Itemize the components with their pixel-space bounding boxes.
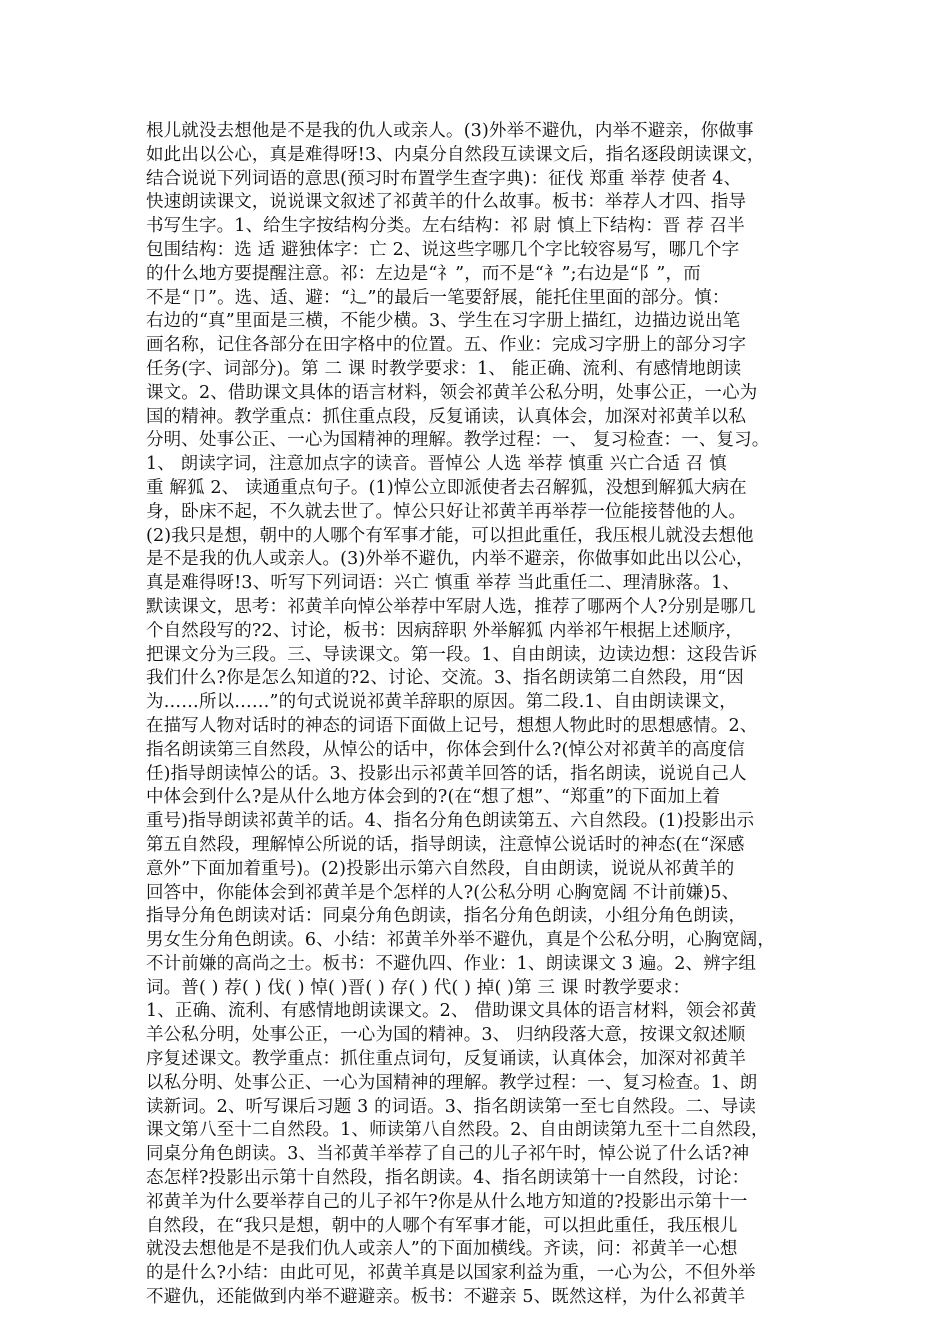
text-line: 读新词。2、听写课后习题 3 的词语。3、指名朗读第一至七自然段。二、导读: [146, 1096, 757, 1117]
text-line: 如此出以公心，真是难得呀!3、内桌分自然段互读课文后，指名逐段朗读课文，: [146, 144, 765, 165]
text-line: 不是“卩”。选、适、避：“辶”的最后一笔要舒展，能托住里面的部分。慎：: [146, 287, 730, 308]
text-line: (2)我只是想，朝中的人哪个有军事才能，可以担此重任，我压根儿就没去想他: [146, 525, 754, 546]
text-line: 不避仇，还能做到内举不避避亲。板书：不避亲 5、既然这样，为什么祁黄羊: [146, 1287, 746, 1308]
text-line: 态怎样?投影出示第十自然段，指名朗读。4、指名朗读第十一自然段，讨论：: [146, 1168, 750, 1189]
text-line: 身，卧床不起，不久就去世了。悼公只好让祁黄羊再举荐一位能接替他的人。: [146, 501, 747, 522]
text-line: 课文第八至十二自然段。1、师读第八自然段。2、自由朗读第九至十二自然段，: [146, 1120, 769, 1141]
text-line: 个自然段写的?2、讨论，板书：因病辞职 外举解狐 内举祁午根据上述顺序，: [146, 620, 744, 641]
text-line: 的什么地方要提醒注意。祁：左边是“礻”，而不是“衤”;右边是“阝”，而: [146, 263, 701, 284]
text-line: 指导分角色朗读对话：同桌分角色朗读，指名分角色朗读，小组分角色朗读，: [146, 906, 747, 927]
text-line: 在描写人物对话时的神态的词语下面做上记号，想想人物此时的思想感情。2、: [146, 715, 758, 736]
text-line: 任务(字、词部分)。第 二 课 时教学要求：1、 能正确、流利、有感情地朗读: [146, 358, 742, 379]
text-line: 重号)指导朗读祁黄羊的话。4、指名分角色朗读第五、六自然段。(1)投影出示: [146, 811, 755, 832]
text-line: 序复述课文。教学重点：抓住重点词句，反复诵读，认真体会，加深对祁黄羊: [146, 1049, 747, 1070]
text-line: 意外”下面加着重号)。(2)投影出示第六自然段，自由朗读，说说从祁黄羊的: [146, 858, 735, 879]
text-line: 分明、处事公正、一心为国精神的理解。教学过程：一、 复习检查：一、复习。: [146, 430, 770, 451]
text-line: 真是难得呀!3、听写下列词语：兴亡 慎重 举荐 当此重任二、理清脉落。1、: [146, 573, 741, 594]
text-line: 包围结构：选 适 避独体字：亡 2、说这些字哪几个字比较容易写，哪几个字: [146, 239, 740, 260]
text-line: 的是什么?小结：由此可见，祁黄羊真是以国家利益为重，一心为公，不但外举: [146, 1263, 756, 1284]
text-line: 不计前嫌的高尚之士。板书：不避仇四、作业：1、朗读课文 3 遍。2、辨字组: [146, 953, 757, 974]
text-line: 结合说说下列词语的意思(预习时布置学生查字典)：征伐 郑重 举荐 使者 4、: [146, 168, 742, 189]
text-line: 快速朗读课文，说说课文叙述了祁黄羊的什么故事。板书：举荐人才四、指导: [146, 192, 747, 213]
text-line: 第五自然段，理解悼公所说的话，指导朗读，注意悼公说话时的神态(在“深感: [146, 834, 745, 855]
text-line: 重 解狐 2、 读通重点句子。(1)悼公立即派使者去召解狐，没想到解狐大病在: [146, 477, 747, 498]
text-line: 我们什么?你是怎么知道的?2、讨论、交流。3、指名朗读第二自然段，用“因: [146, 668, 744, 689]
text-line: 课文。2、借助课文具体的语言材料，领会祁黄羊公私分明，处事公正，一心为: [146, 382, 758, 403]
text-line: 回答中，你能体会到祁黄羊是个怎样的人?(公私分明 心胸宽阔 不计前嫌)5、: [146, 882, 740, 903]
text-line: 1、正确、流利、有感情地朗读课文。2、 借助课文具体的语言材料，领会祁黄: [146, 1001, 757, 1022]
text-line: 1、 朗读字词，注意加点字的读音。晋悼公 人选 举荐 慎重 兴亡合适 召 慎: [146, 454, 727, 475]
text-line: 羊公私分明，处事公正，一心为国的精神。3、 归纳段落大意，按课文叙述顺: [146, 1025, 746, 1046]
text-line: 就没去想他是不是我们仇人或亲人”的下面加横线。齐读，问：祁黄羊一心想: [146, 1239, 738, 1260]
text-line: 任)指导朗读悼公的话。3、投影出示祁黄羊回答的话，指名朗读，说说自己人: [146, 763, 747, 784]
text-line: 指名朗读第三自然段，从悼公的话中，你体会到什么?(悼公对祁黄羊的高度信: [146, 739, 745, 760]
text-line: 国的精神。教学重点：抓住重点段，反复诵读，认真体会，加深对祁黄羊以私: [146, 406, 747, 427]
text-line: 以私分明、处事公正、一心为国精神的理解。教学过程：一、复习检查。1、朗: [146, 1072, 758, 1093]
text-line: 把课文分为三段。三、导读课文。第一段。1、自由朗读，边读边想：这段告诉: [146, 644, 758, 665]
text-line: 中体会到什么?是从什么地方体会到的?(在“想了想”、“郑重”的下面加上着: [146, 787, 721, 808]
text-line: 自然段，在“我只是想，朝中的人哪个有军事才能，可以担此重任，我压根儿: [146, 1215, 738, 1236]
text-line: 祁黄羊为什么要举荐自己的儿子祁午?你是从什么地方知道的?投影出示第十一: [146, 1191, 748, 1212]
text-line: 男女生分角色朗读。6、小结：祁黄羊外举不避仇，真是个公私分明，心胸宽阔，: [146, 930, 776, 951]
text-line: 同桌分角色朗读。3、当祁黄羊举荐了自己的儿子祁午时，悼公说了什么话?神: [146, 1144, 750, 1165]
text-line: 画名称，记住各部分在田字格中的位置。五、作业：完成习字册上的部分习字: [146, 335, 747, 356]
text-line: 词。普( ) 荐( ) 伐( ) 悼( )晋( ) 存( ) 代( ) 掉( )第 三 课 时教学要求：: [146, 977, 691, 998]
text-line: 右边的“真”里面是三横，不能少横。3、学生在习字册上描红，边描边说出笔: [146, 311, 741, 332]
text-line: 书写生字。1、给生字按结构分类。左右结构：祁 尉 慎上下结构：晋 荐 召半: [146, 216, 745, 237]
text-line: 为……所以……”的句式说说祁黄羊辞职的原因。第二段.1、自由朗读课文，: [146, 692, 737, 713]
text-line: 根儿就没去想他是不是我的仇人或亲人。(3)外举不避仇，内举不避亲，你做事: [146, 121, 754, 141]
text-line: 是不是我的仇人或亲人。(3)外举不避仇，内举不避亲，你做事如此出以公心，: [146, 549, 754, 570]
text-line: 默读课文，思考：祁黄羊向悼公举荐中军尉人选，推荐了哪两个人?分别是哪几: [146, 596, 756, 617]
body-text: [146, 120, 836, 1310]
